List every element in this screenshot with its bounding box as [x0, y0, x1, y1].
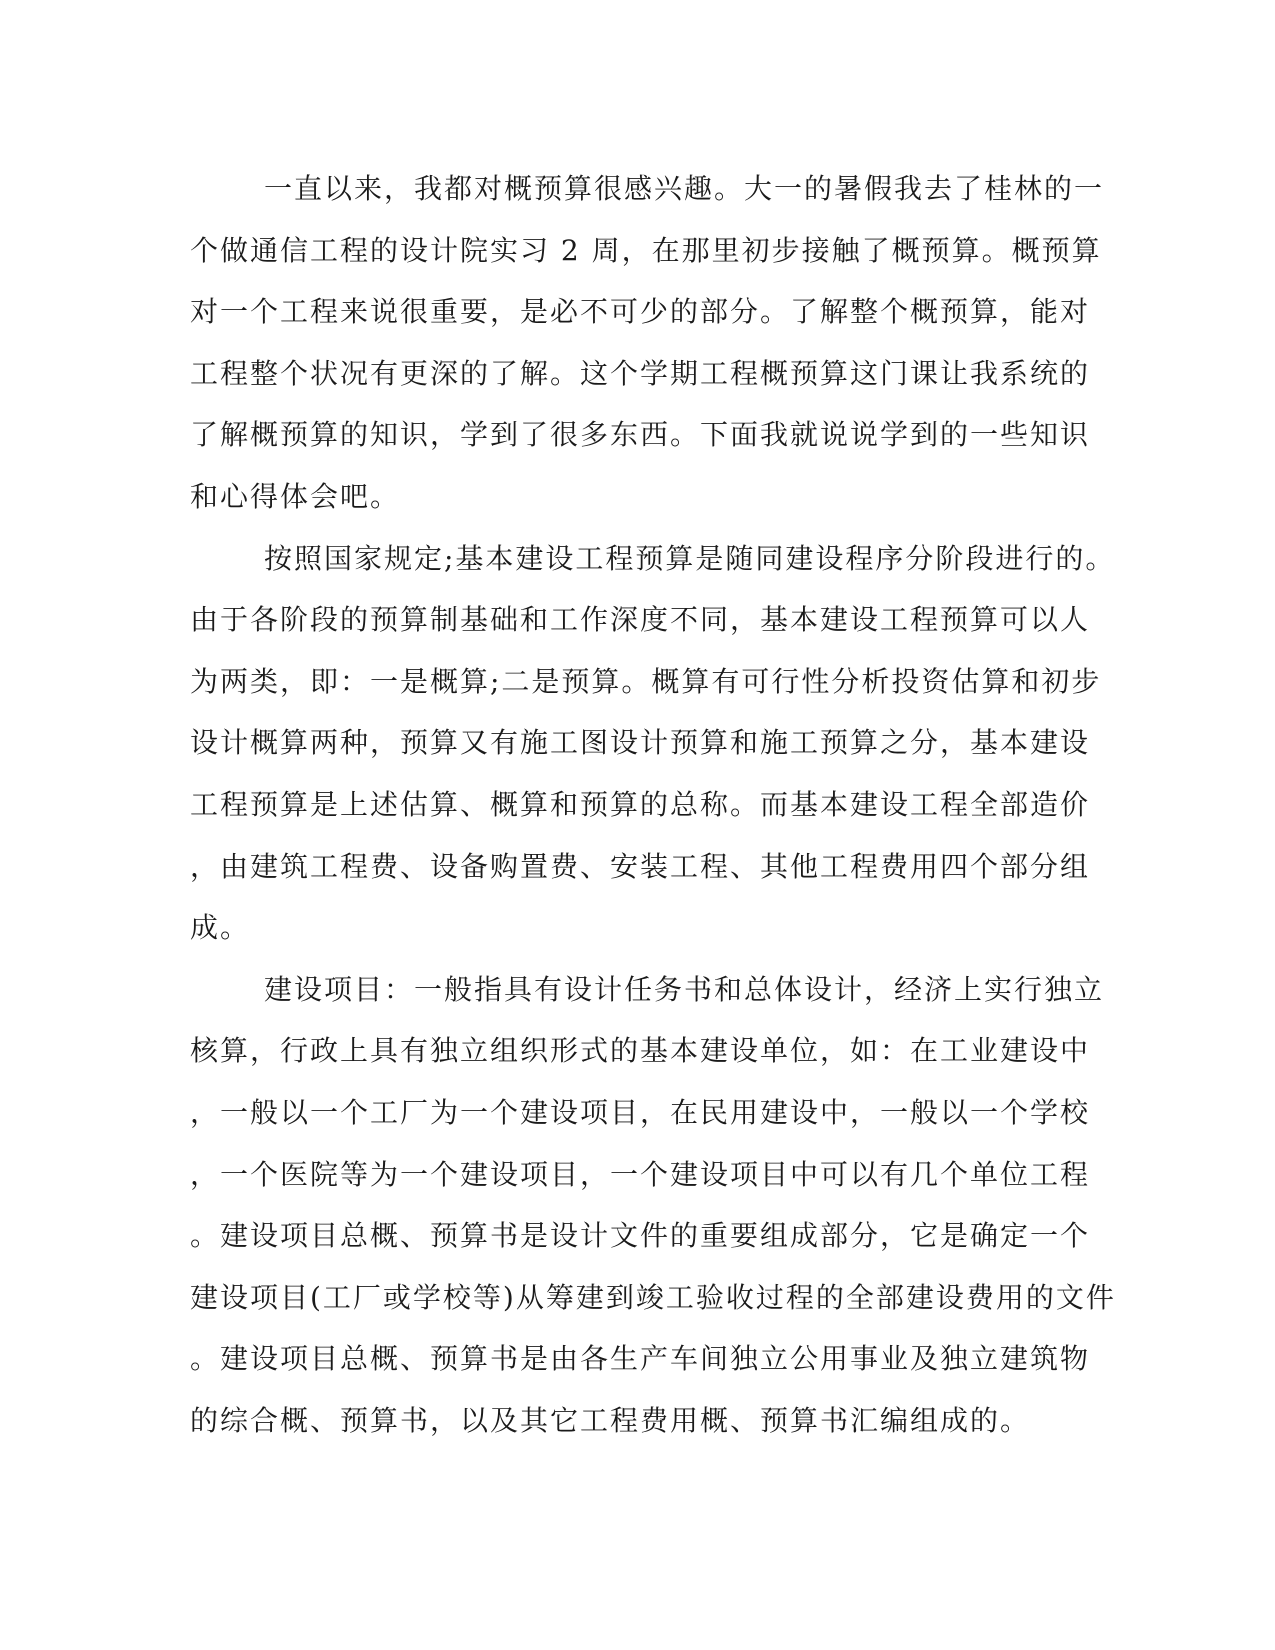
- paragraph-line: ，一个医院等为一个建设项目，一个建设项目中可以有几个单位工程: [190, 1157, 1091, 1191]
- paragraph-3: [190, 959, 1116, 1452]
- paragraph-line: 工程预算是上述估算、概算和预算的总称。而基本建设工程全部造价: [190, 787, 1091, 821]
- paragraph-line: 核算，行政上具有独立组织形式的基本建设单位，如：在工业建设中: [190, 1034, 1091, 1068]
- paragraph-line: 成。: [190, 911, 251, 945]
- paragraph-line: 和心得体会吧。: [190, 479, 401, 513]
- paragraph-line: 对一个工程来说很重要，是必不可少的部分。了解整个概预算，能对: [190, 295, 1091, 329]
- paragraph-line: 建设项目：一般指具有设计任务书和总体设计，经济上实行独立: [264, 972, 1105, 1006]
- paragraph-line: 。建设项目总概、预算书是设计文件的重要组成部分，它是确定一个: [190, 1219, 1091, 1253]
- paragraph-line: 工程整个状况有更深的了解。这个学期工程概预算这门课让我系统的: [190, 356, 1091, 390]
- paragraph-line: 一直以来，我都对概预算很感兴趣。大一的暑假我去了桂林的一: [264, 172, 1105, 205]
- paragraph-line: 按照国家规定;基本建设工程预算是随同建设程序分阶段进行的。: [264, 541, 1116, 575]
- paragraph-line: 由于各阶段的预算制基础和工作深度不同，基本建设工程预算可以人: [190, 603, 1091, 637]
- paragraph-line: 设计概算两种，预算又有施工图设计预算和施工预算之分，基本建设: [190, 726, 1091, 760]
- paragraph-line: ，一般以一个工厂为一个建设项目，在民用建设中，一般以一个学校: [190, 1095, 1091, 1129]
- document-body: [190, 158, 1116, 1451]
- paragraph-line: ，由建筑工程费、设备购置费、安装工程、其他工程费用四个部分组: [190, 849, 1091, 883]
- paragraph-line: 的综合概、预算书，以及其它工程费用概、预算书汇编组成的。: [190, 1403, 1031, 1437]
- paragraph-line: 为两类，即：一是概算;二是预算。概算有可行性分析投资估算和初步: [190, 664, 1102, 698]
- paragraph-line: 个做通信工程的设计院实习 2 周，在那里初步接触了概预算。概预算: [190, 233, 1102, 267]
- paragraph-line: 了解概预算的知识，学到了很多东西。下面我就说说学到的一些知识: [190, 418, 1091, 452]
- paragraph-line: 建设项目(工厂或学校等)从筹建到竣工验收过程的全部建设费用的文件: [190, 1280, 1116, 1314]
- paragraph-line: 。建设项目总概、预算书是由各生产车间独立公用事业及独立建筑物: [190, 1342, 1091, 1376]
- paragraph-2: [190, 528, 1116, 959]
- paragraph-1: [190, 158, 1105, 528]
